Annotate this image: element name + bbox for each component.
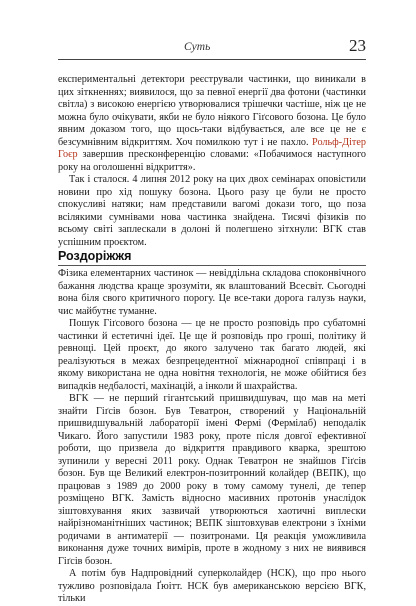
body-text-section: [58, 268, 366, 606]
person-name-link: Рольф-Дітер Гоєр: [58, 136, 366, 160]
section-heading: Роздоріжжя: [58, 249, 132, 263]
paragraph-1-text-b: завершив пресконференцію словами: «Побачимося наступного року на оголошенні відкриття».: [58, 149, 366, 173]
section-rule: [58, 265, 366, 266]
paragraph-1: [58, 74, 366, 174]
paragraph-4: Пошук Гіґсового бозона — це не просто розповідь про субатомні частинки й естетичні ідеї. Це ще й розповідь про гроші, політику й ревнощі. Цей проєкт, до якого залучено так багато людей, які реалізуються в межах безпрецедентної міжнародної співпраці і в якому використана не одна новітня технологія, не може обійтися без випадків недбалості, махінацій, а інколи й шахрайства.: [58, 318, 366, 392]
running-head: [0, 38, 416, 56]
paragraph-2: Так і сталося. 4 липня 2012 року на цих двох семінарах оповістили новини про хід пошуку бозона. Цього разу це були не просто спокусливі натяки; нам представили вагомі докази того, що поза всілякими сумнівами нова частинка знайдена. Тисячі фізиків по всьому світі заплескали в долоні й полегшено зітхнули: ВГК став успішним проєктом.: [58, 174, 366, 248]
paragraph-5: ВГК — не перший гігантський пришвидшувач, що мав на меті знайти Гіґсів бозон. Був Теватрон, створений у Національній пришвидшувальній лабораторії імені Фермі (Фермілаб) неподалік Чикаго. Його запустили 1983 року, проте після довгої ефективної роботи, що призвела до відкриття правдивого кварка, зрештою зупинили у вересні 2011 року. Однак Теватрон не знайшов Гіґсів бозон. Був ще Великий електрон-позитронний колайдер (ВЕПК), що працював з 1989 до 2000 року в тому самому тунелі, де тепер розміщено ВГК. Замість відносно масивних протонів унаслідок зіштовхування яких зазвичай утворюються хаотичні виплески найрізноманітніших частинок; ВЕПК зіштовхував електрони з їхніми родичами в антиматерії — позитронами. Ця реакція уможливила виконання дуже точних вимірів, проте в жодному з них не виявився Гіґсів бозон.: [58, 393, 366, 567]
page-number: 23: [349, 36, 366, 55]
paragraph-1-text-a: експериментальні детектори реєстрували частинки, що виникали в цих зіткненнях; виявилося, що за певної енергії два фотони (частинки світла) з високою енергією утворювалися трішечки частіше, ніж це не можна було очікувати, якби не було ніякого Гіґсового бозона. Це було явним доказом того, що щось-таки відбувається, але все це не є безсумнівним відкриттям. Хоч помилкою тут і не пахло.: [58, 74, 366, 148]
body-text-top: [58, 74, 366, 249]
header-rule: [58, 59, 366, 60]
paragraph-3: Фізика елементарних частинок — невіддільна складова споконвічного бажання людства краще зрозуміти, як влаштований Всесвіт. Сьогодні вона біля свого критичного порогу. Це все-таки дорога галузь науки, чис майбутнє туманне.: [58, 268, 366, 317]
running-title: Суть: [184, 41, 211, 53]
paragraph-6: А потім був Надпровідний суперколайдер (НСК), що про нього тужливо розповідала Ґюітт. НСК був американською версією ВГК, тільки: [58, 568, 366, 604]
